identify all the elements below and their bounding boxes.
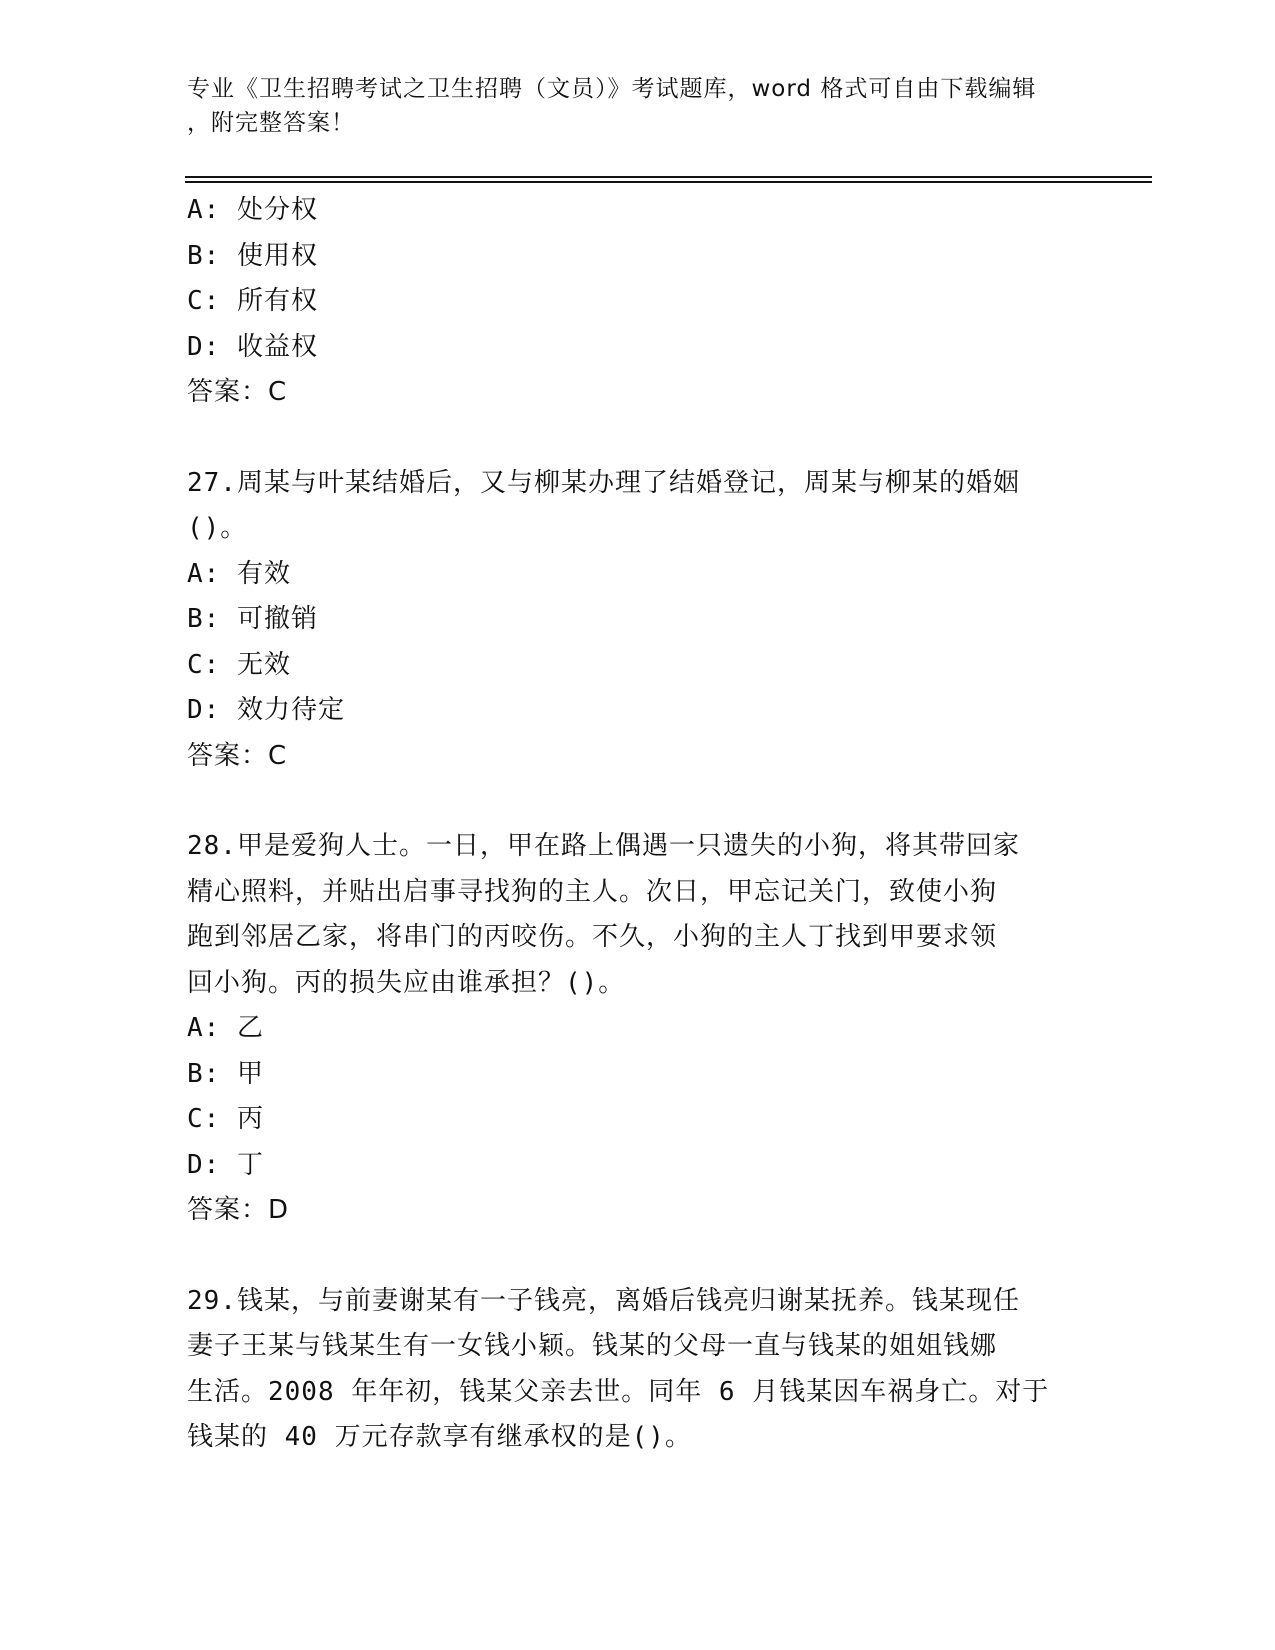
header-rule-bottom: [185, 181, 1152, 183]
option-b: B: 甲: [187, 1058, 264, 1089]
option-c: C: 丙: [187, 1104, 264, 1134]
question-stem-line: 钱某的 40 万元存款享有继承权的是()。: [187, 1422, 692, 1452]
question-stem-line: 回小狗。丙的损失应由谁承担？()。: [187, 967, 626, 998]
spacer: [187, 779, 1087, 824]
option-b: B: 可撤销: [187, 604, 318, 634]
question-list: [187, 188, 1087, 1461]
header-line-2: ，附完整答案！: [187, 110, 355, 136]
question-28: [187, 824, 1087, 1234]
question-stem-line: 29.钱某，与前妻谢某有一子钱亮，离婚后钱亮归谢某抚养。钱某现任: [187, 1285, 1020, 1316]
option-d: D: 效力待定: [187, 695, 345, 725]
answer: 答案：D: [187, 1195, 290, 1225]
option-a: A: 处分权: [187, 195, 318, 225]
question-29: [187, 1279, 1087, 1461]
question-26: [187, 188, 1087, 416]
spacer: [187, 416, 1087, 461]
question-stem-line: 27.周某与叶某结婚后，又与柳某办理了结婚登记，周某与柳某的婚姻: [187, 467, 1020, 498]
answer: 答案：C: [187, 377, 288, 407]
answer: 答案：C: [187, 740, 288, 771]
question-stem-line: ()。: [187, 513, 248, 543]
spacer: [187, 1234, 1087, 1279]
question-stem-line: 跑到邻居乙家，将串门的丙咬伤。不久，小狗的主人丁找到甲要求领: [187, 922, 998, 952]
option-d: D: 丁: [187, 1149, 264, 1180]
option-b: B: 使用权: [187, 240, 318, 271]
header-line-1: 专业《卫生招聘考试之卫生招聘（文员）》考试题库，word 格式可自由下载编辑: [187, 76, 1037, 102]
option-d: D: 收益权: [187, 331, 318, 362]
question-stem-line: 妻子王某与钱某生有一女钱小颖。钱某的父母一直与钱某的姐姐钱娜: [187, 1331, 998, 1361]
question-stem-line: 精心照料，并贴出启事寻找狗的主人。次日，甲忘记关门，致使小狗: [187, 876, 998, 907]
question-stem-line: 生活。2008 年年初，钱某父亲去世。同年 6 月钱某因车祸身亡。对于: [187, 1376, 1050, 1407]
option-c: C: 所有权: [187, 286, 318, 316]
option-a: A: 有效: [187, 558, 291, 589]
document-header: [187, 72, 1087, 140]
question-27: [187, 461, 1087, 780]
option-c: C: 无效: [187, 649, 291, 680]
header-rule-top: [185, 176, 1152, 178]
question-stem-line: 28.甲是爱狗人士。一日，甲在路上偶遇一只遗失的小狗，将其带回家: [187, 831, 1020, 861]
option-a: A: 乙: [187, 1013, 264, 1043]
